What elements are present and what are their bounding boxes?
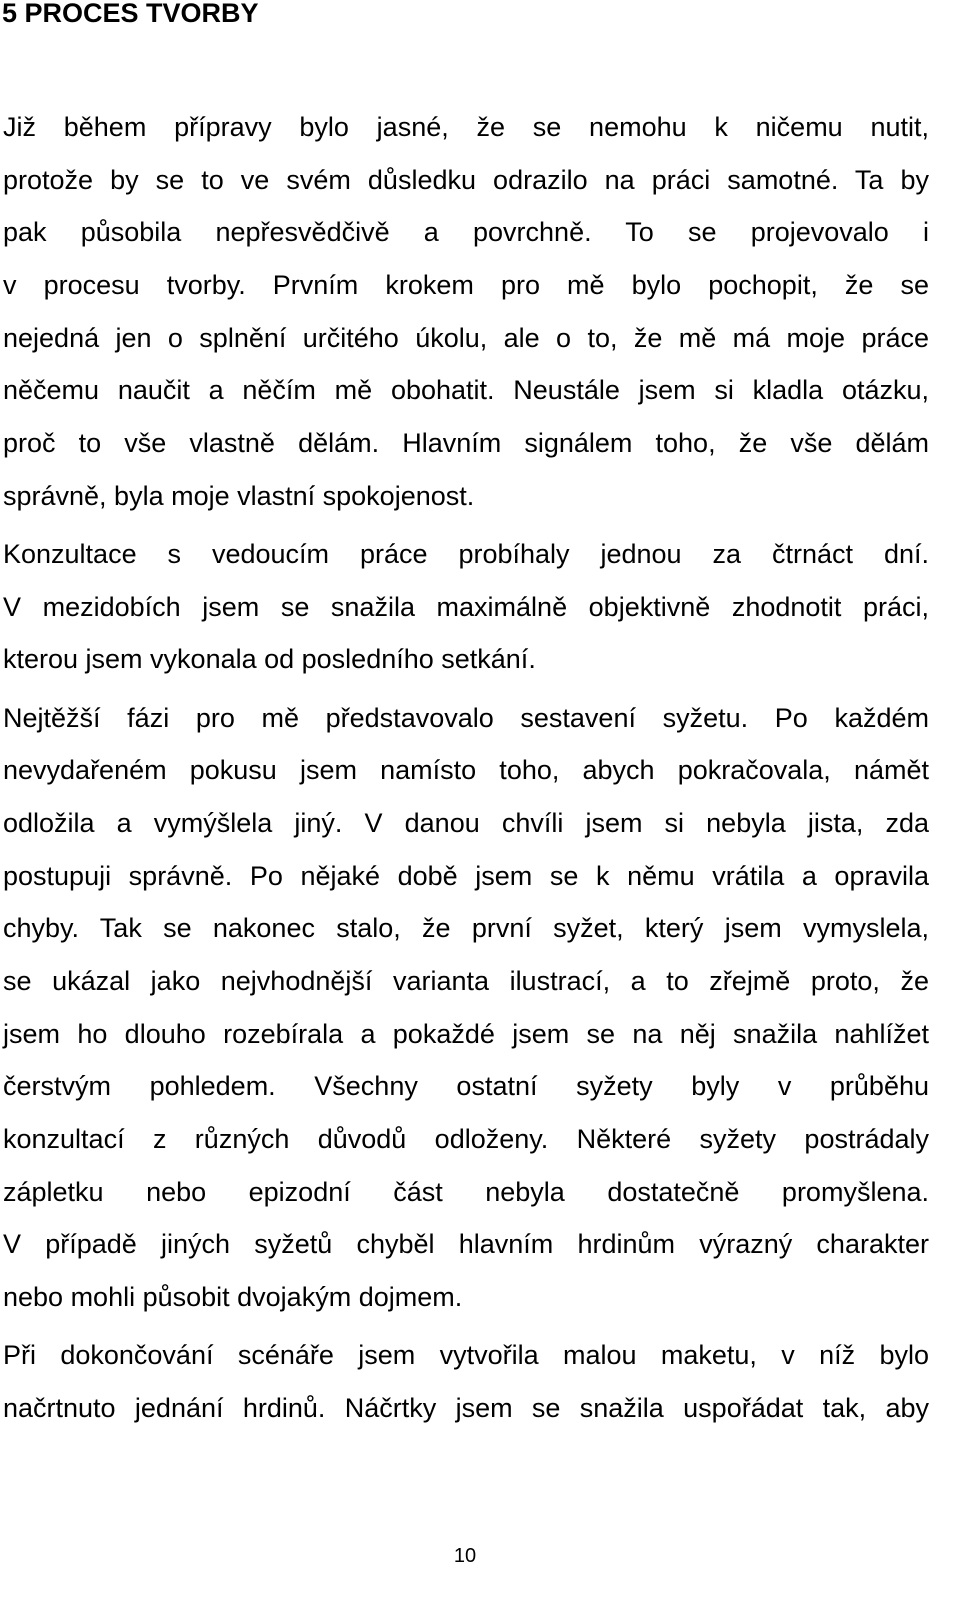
text-line: proč to vše vlastně dělám. Hlavním signálem toho, že vše dělám [3,428,929,459]
text-line: chyby. Tak se nakonec stalo, že první syžet, který jsem vymyslela, [3,913,929,944]
text-line: v procesu tvorby. Prvním krokem pro mě bylo pochopit, že se [3,270,929,301]
text-line: jsem ho dlouho rozebírala a pokaždé jsem se na něj snažila nahlížet [3,1018,929,1049]
text-line: Při dokončování scénáře jsem vytvořila malou maketu, v níž bylo [3,1340,929,1371]
paragraph [3,1329,929,1434]
text-line: V mezidobích jsem se snažila maximálně objektivně zhodnotit práci, [3,591,929,622]
text-line: se ukázal jako nejvhodnější varianta ilustrací, a to zřejmě proto, že [3,966,929,996]
text-line: nejedná jen o splnění určitého úkolu, ale o to, že mě má moje práce [3,322,929,353]
text-line: protože by se to ve svém důsledku odrazilo na práci samotné. Ta by [3,164,929,195]
page-number: 10 [453,1545,477,1567]
text-line: konzultací z různých důvodů odloženy. Některé syžety postrádaly [3,1124,929,1155]
text-line: nevydařeném pokusu jsem namísto toho, abych pokračovala, námět [3,755,929,786]
chapter-heading: 5 PROCES TVORBY [2,0,259,28]
text-line: správně, byla moje vlastní spokojenost. [3,480,475,511]
text-line: něčemu naučit a něčím mě obohatit. Neustále jsem si kladla otázku, [3,375,929,406]
paragraph [3,101,929,523]
paragraph [3,692,929,1324]
text-line: kterou jsem vykonala od posledního setkání. [3,644,536,675]
document-body [3,101,929,1440]
text-line: postupuji správně. Po nějaké době jsem se k němu vrátila a opravila [3,860,929,891]
text-line: zápletku nebo epizodní část nebyla dostatečně promyšlena. [3,1176,929,1207]
text-line: Již během přípravy bylo jasné, že se nemohu k ničemu nutit, [3,112,929,142]
text-line: Konzultace s vedoucím práce probíhaly jednou za čtrnáct dní. [3,539,929,569]
paragraph [3,528,929,686]
text-line: nebo mohli působit dvojakým dojmem. [3,1282,463,1313]
text-line: Nejtěžší fázi pro mě představovalo sestavení syžetu. Po každém [3,702,929,733]
text-line: odložila a vymýšlela jiný. V danou chvíli jsem si nebyla jista, zda [3,807,929,838]
text-line: V případě jiných syžetů chyběl hlavním hrdinům výrazný charakter [3,1229,929,1260]
text-line: pak působila nepřesvědčivě a povrchně. To se projevovalo i [3,217,929,248]
text-line: načrtnuto jednání hrdinů. Náčrtky jsem se snažila uspořádat tak, aby [3,1393,929,1423]
text-line: čerstvým pohledem. Všechny ostatní syžety byly v průběhu [3,1071,929,1102]
